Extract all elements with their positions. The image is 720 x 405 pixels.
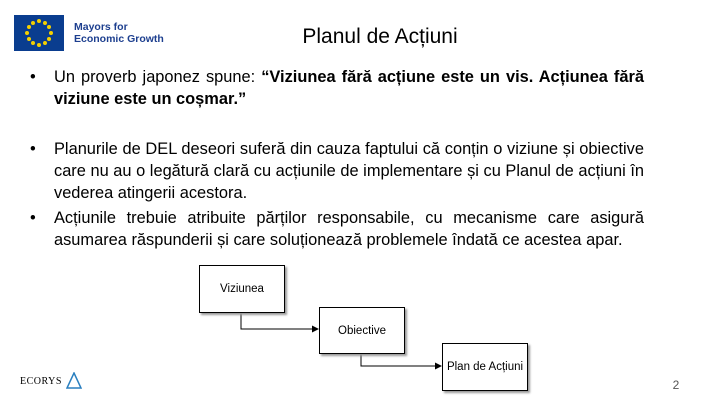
bullet-dot: • <box>30 68 36 86</box>
connector-vision-to-objectives <box>241 311 318 329</box>
action-plan-box: Plan de Acțiuni <box>442 343 528 391</box>
bullet-item-actions: • Acțiunile trebuie atribuite părților responsabile, cu mecanisme care asigură asumarea răspunderii și care soluționează problemele îndată ce acestea apar. <box>30 209 644 249</box>
objectives-box: Obiective <box>319 307 405 354</box>
ecorys-leaf-icon <box>66 372 82 390</box>
bullet-dot: • <box>30 140 36 158</box>
ecorys-logo: ECORYS <box>20 372 82 390</box>
page-title: Planul de Acțiuni <box>302 25 458 48</box>
eu-star-icon <box>37 19 41 23</box>
bullet-item-proverb: • Un proverb japonez spune: “Viziunea fără acțiune este un vis. Acțiunea fără viziune este un coșmar.” <box>30 68 644 108</box>
eu-star-icon <box>43 21 47 25</box>
logo-text: Mayors for Economic Growth <box>74 21 164 45</box>
page-number: 2 <box>672 378 680 392</box>
eu-star-icon <box>31 21 35 25</box>
bullet-dot: • <box>30 209 36 227</box>
connector-objectives-to-plan <box>361 352 441 366</box>
bullet-item-plans: • Planurile de DEL deseori suferă din cauza faptului că conțin o viziune și obiective care nu au o legătură clară cu acțiunile de implementare și cu Planul de acțiuni în vederea atingerii acestora. <box>30 140 644 202</box>
vision-box: Viziunea <box>199 265 285 313</box>
